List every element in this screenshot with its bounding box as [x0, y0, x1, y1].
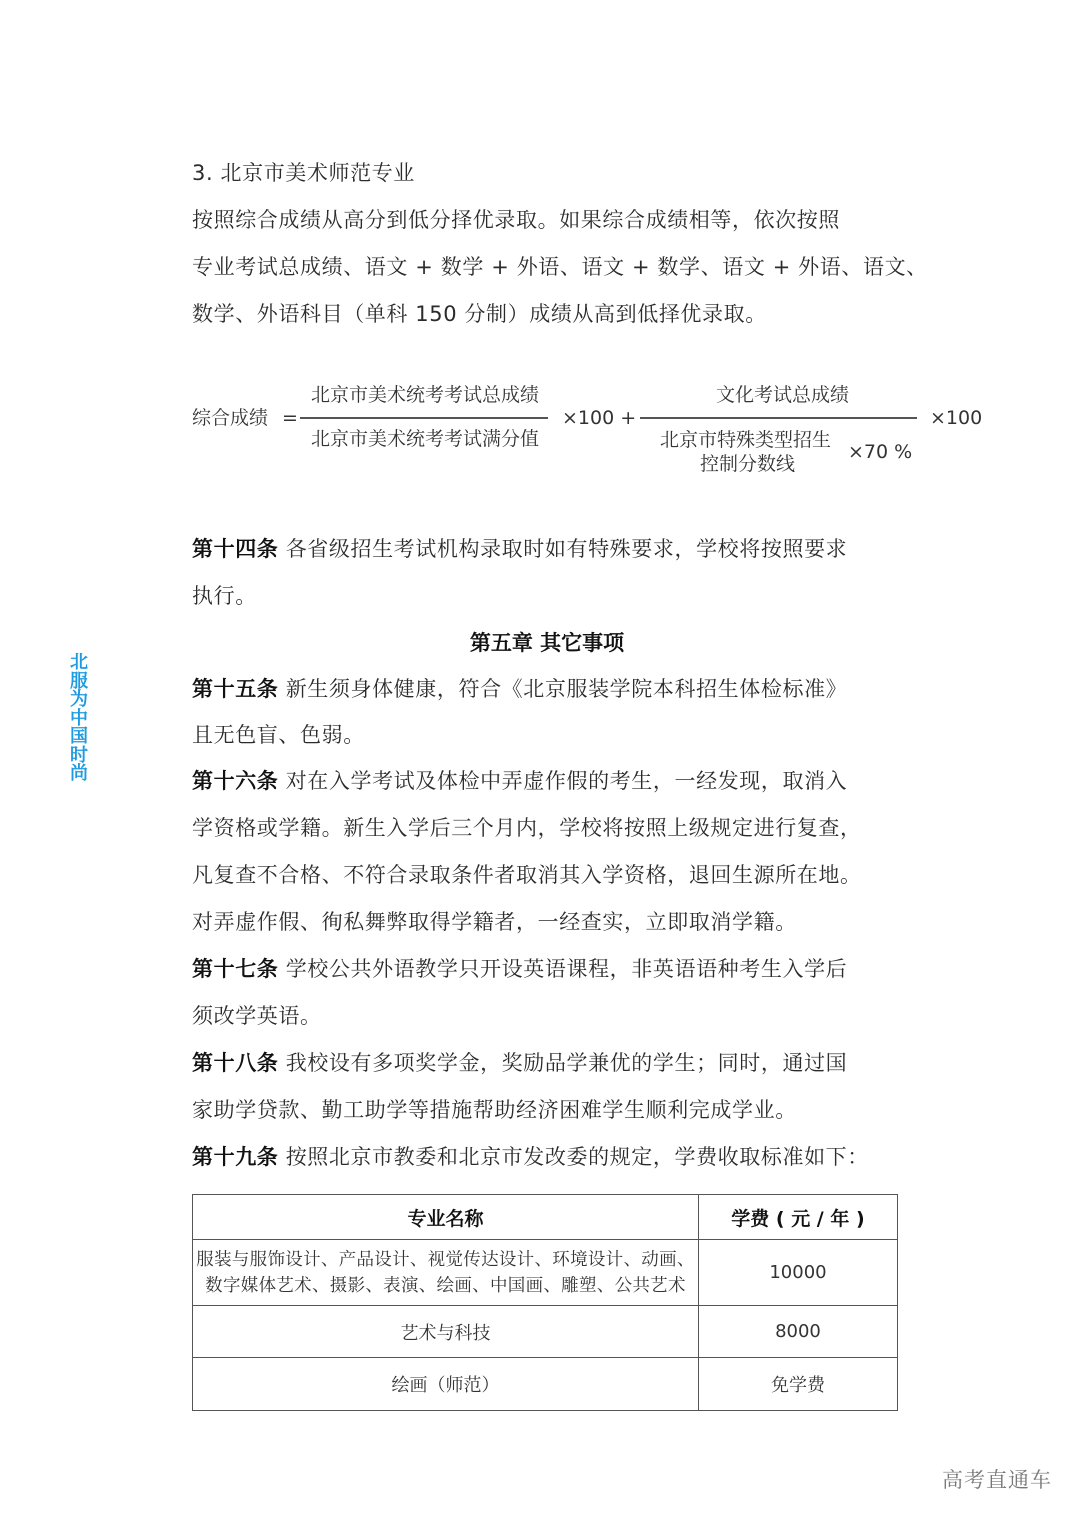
formula-term2-denominator-line1: 北京市特殊类型招生 [660, 429, 832, 451]
watermark: 高考直通车 [942, 1468, 1052, 1492]
article-text: 家助学贷款、勤工助学等措施帮助经济困难学生顺利完成学业。 [192, 1098, 797, 1122]
major-cell [193, 1240, 699, 1306]
article-text: 对在入学考试及体检中弄虚作假的考生，一经发现，取消入 [285, 769, 848, 793]
article-label: 第十四条 [192, 537, 279, 561]
article-label: 第十七条 [192, 957, 279, 981]
formula-lhs: 综合成绩 [192, 407, 269, 429]
article-text: 学校公共外语教学只开设英语课程，非英语语种考生入学后 [285, 957, 848, 981]
article-text: 新生须身体健康，符合《北京服装学院本科招生体检标准》 [285, 677, 848, 701]
formula-times100-plus: ×100 + [562, 407, 637, 429]
major-line: 数字媒体艺术、摄影、表演、绘画、中国画、雕塑、公共艺术 [205, 1275, 686, 1296]
formula-term1-denominator: 北京市美术统考考试满分值 [311, 428, 540, 450]
article-16 [192, 766, 847, 796]
article-text: 我校设有多项奖学金，奖励品学兼优的学生；同时，通过国 [285, 1051, 848, 1075]
formula-equals: = [282, 407, 298, 429]
section-heading: 3. 北京市美术师范专业 [192, 161, 415, 185]
table-row [193, 1306, 898, 1358]
article-text: 执行。 [192, 584, 257, 608]
paragraph-line: 按照综合成绩从高分到低分择优录取。如果综合成绩相等，依次按照 [192, 208, 840, 232]
article-text: 各省级招生考试机构录取时如有特殊要求，学校将按照要求 [285, 537, 848, 561]
formula-term2-numerator: 文化考试总成绩 [716, 384, 850, 406]
table-header-row [193, 1195, 898, 1240]
fee-cell: 10000 [698, 1240, 897, 1306]
formula-times70: ×70 % [848, 441, 913, 463]
fraction-bar [300, 417, 548, 419]
article-14 [192, 534, 847, 564]
article-label: 第十五条 [192, 677, 279, 701]
major-line: 服装与服饰设计、产品设计、视觉传达设计、环境设计、动画、 [196, 1249, 695, 1270]
column-header-major: 专业名称 [193, 1195, 699, 1240]
major-cell: 绘画（师范） [193, 1358, 699, 1411]
column-header-fee: 学费 ( 元 / 年 ) [698, 1195, 897, 1240]
table-row [193, 1240, 898, 1306]
article-text: 须改学英语。 [192, 1004, 322, 1028]
paragraph-line: 数学、外语科目（单科 150 分制）成绩从高到低择优录取。 [192, 302, 767, 326]
paragraph-line: 专业考试总成绩、语文 + 数学 + 外语、语文 + 数学、语文 + 外语、语文、 [192, 255, 928, 279]
article-18 [192, 1048, 847, 1078]
article-17 [192, 954, 847, 984]
article-text: 学资格或学籍。新生入学后三个月内，学校将按照上级规定进行复查， [192, 816, 862, 840]
article-label: 第十九条 [192, 1145, 279, 1169]
article-19 [192, 1142, 869, 1172]
tuition-table [192, 1194, 898, 1411]
article-label: 第十八条 [192, 1051, 279, 1075]
table-row [193, 1358, 898, 1411]
article-text: 对弄虚作假、徇私舞弊取得学籍者，一经查实，立即取消学籍。 [192, 910, 797, 934]
article-text: 凡复查不合格、不符合录取条件者取消其入学资格，退回生源所在地。 [192, 863, 862, 887]
formula-term2-denominator-line2: 控制分数线 [700, 453, 796, 475]
fraction-bar [640, 417, 917, 419]
formula-times100-end: ×100 [930, 407, 983, 429]
article-label: 第十六条 [192, 769, 279, 793]
side-label-slogan: 北服为中国时尚 [70, 652, 88, 784]
formula-term1-numerator: 北京市美术统考考试总成绩 [311, 384, 540, 406]
chapter-title: 第五章 其它事项 [469, 631, 625, 655]
major-cell: 艺术与科技 [193, 1306, 699, 1358]
article-text: 且无色盲、色弱。 [192, 723, 365, 747]
fee-cell: 8000 [698, 1306, 897, 1358]
article-15 [192, 674, 847, 704]
article-text: 按照北京市教委和北京市发改委的规定，学费收取标准如下： [285, 1145, 869, 1169]
fee-cell: 免学费 [698, 1358, 897, 1411]
